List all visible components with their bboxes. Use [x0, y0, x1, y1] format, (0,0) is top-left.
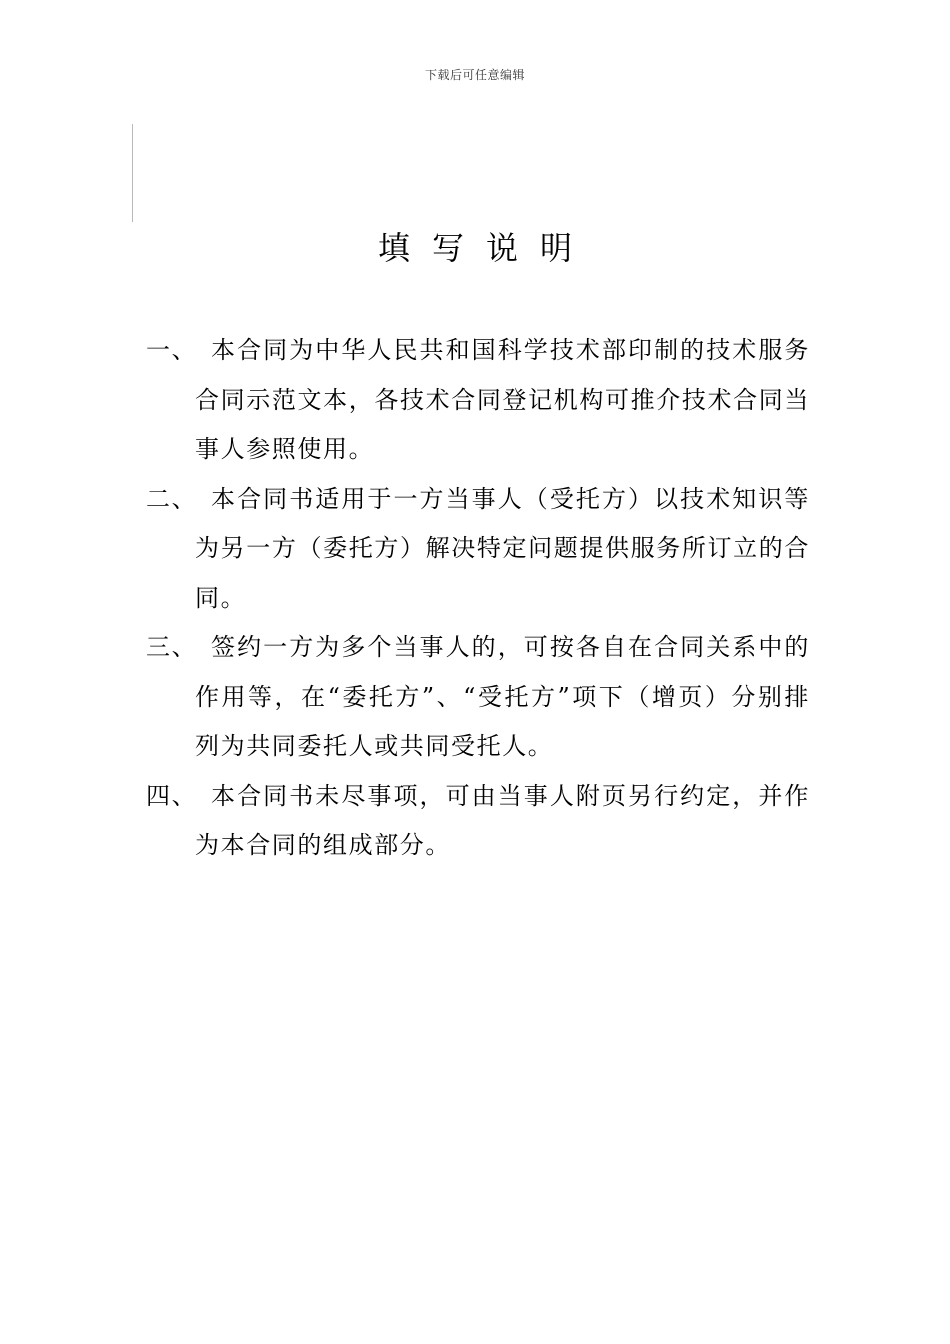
instruction-item-1: [146, 326, 810, 475]
item-text: 本合同为中华人民共和国科学技术部印制的技术服务合同示范文本，各技术合同登记机构可推介技术合同当事人参照使用。: [195, 336, 810, 463]
page-title: 填写说明: [377, 229, 594, 267]
margin-rule: [132, 124, 133, 222]
item-number: 四、: [146, 781, 198, 810]
item-number: 一、: [146, 336, 198, 364]
item-text: 本合同书未尽事项，可由当事人附页另行约定，并作为本合同的组成部分。: [195, 781, 810, 859]
item-text: 签约一方为多个当事人的，可按各自在合同关系中的作用等，在“委托方”、“受托方”项下（增页）分别排列为共同委托人或共同受托人。: [195, 633, 810, 760]
item-number: 三、: [146, 633, 198, 661]
item-text: 本合同书适用于一方当事人（受托方）以技术知识等为另一方（委托方）解决特定问题提供服务所订立的合同。: [195, 484, 810, 612]
header-note: 下载后可任意编辑: [424, 68, 525, 82]
item-number: 二、: [146, 484, 198, 513]
instruction-item-2: [146, 475, 810, 624]
instruction-item-4: [146, 772, 810, 871]
instruction-list: [146, 326, 810, 871]
instruction-item-3: [146, 623, 810, 772]
